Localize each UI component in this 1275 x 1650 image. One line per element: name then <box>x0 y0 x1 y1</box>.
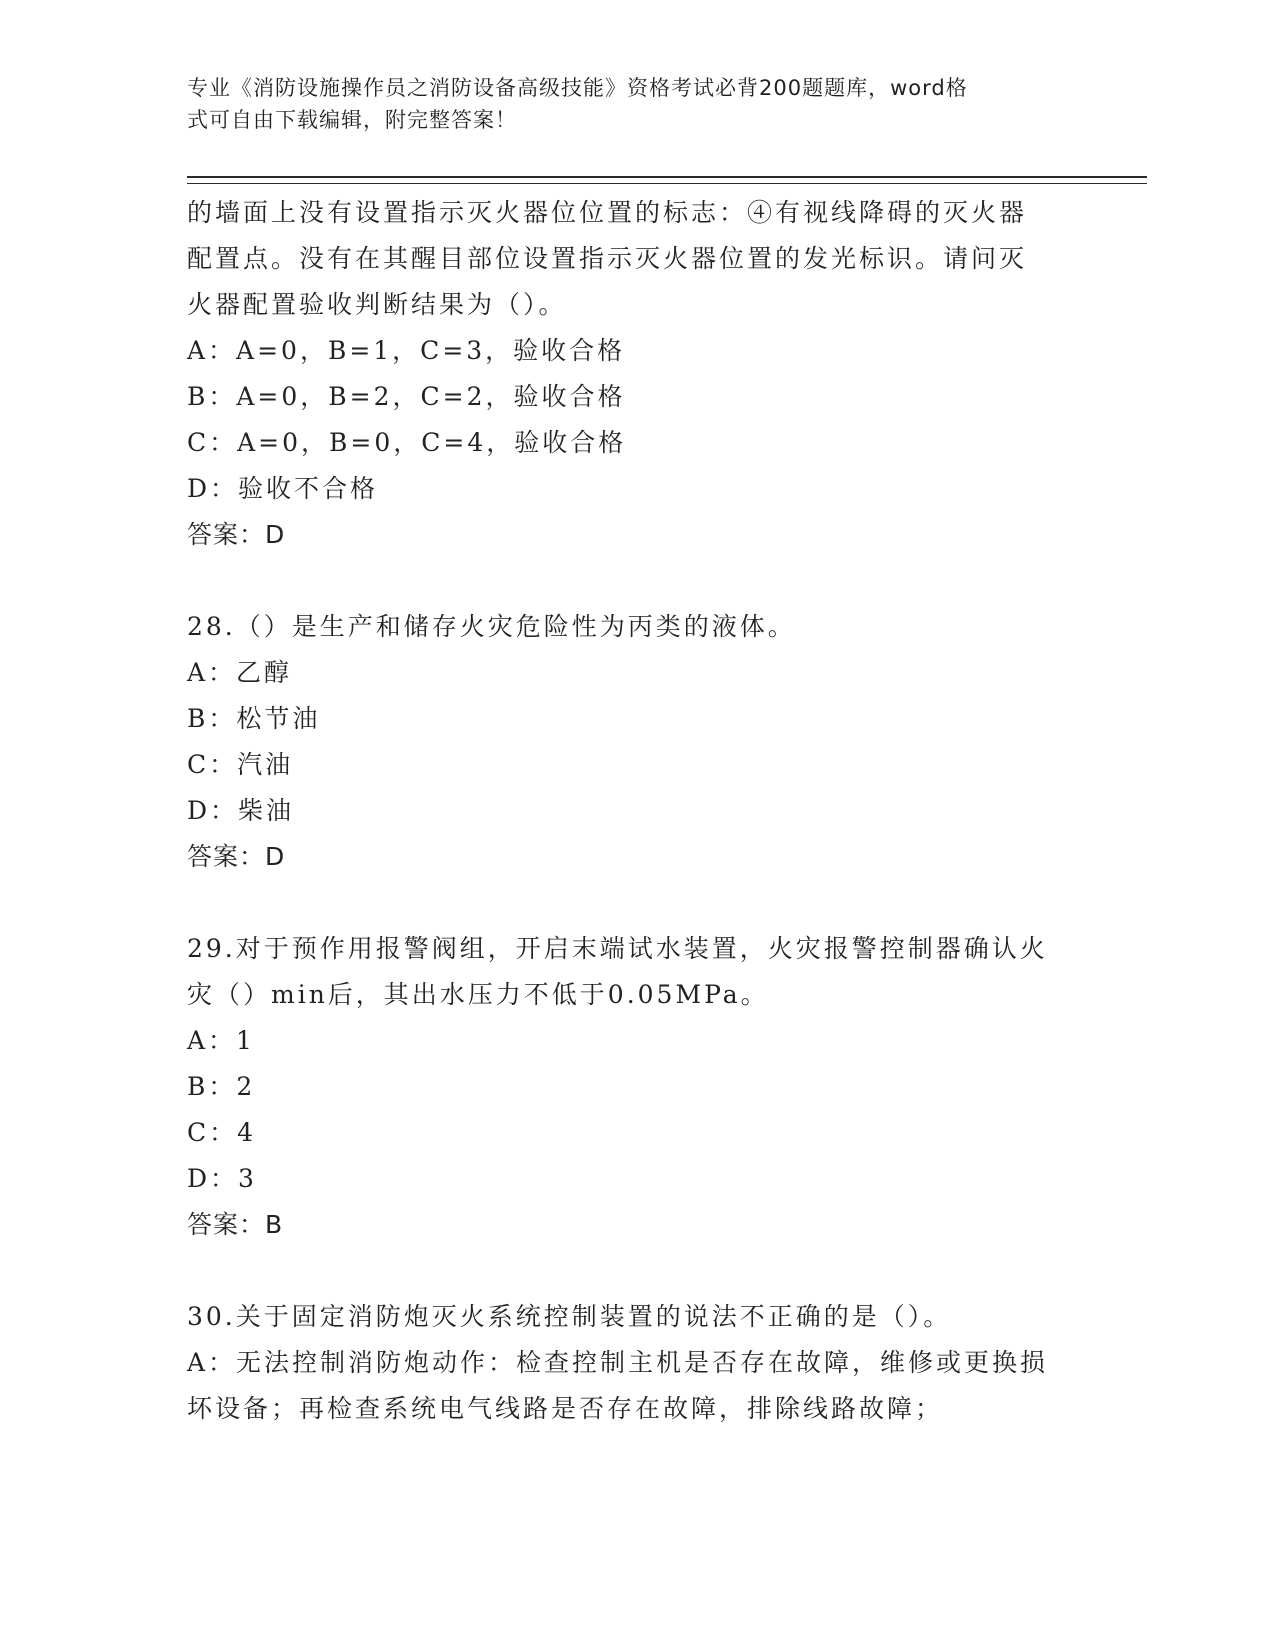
option-d: D：柴油 <box>187 796 295 825</box>
answer-label: 答案：B <box>187 1210 284 1239</box>
header-divider-thick <box>187 176 1147 178</box>
option-a: A：乙醇 <box>187 658 293 687</box>
option-a: A：A=0，B=1，C=3，验收合格 <box>187 336 626 365</box>
question-spacer <box>187 1248 1087 1294</box>
question-stem-line: 灾（）min后，其出水压力不低于0.05MPa。 <box>187 980 769 1009</box>
question-stem-line: 配置点。没有在其醒目部位设置指示灭火器位置的发光标识。请问灭 <box>187 244 1028 273</box>
option-c: C：汽油 <box>187 750 294 779</box>
option-b: B：A=0，B=2，C=2，验收合格 <box>187 382 626 411</box>
header-line-2: 式可自由下载编辑，附完整答案！ <box>187 108 517 132</box>
question-stem-line: 29.对于预作用报警阀组，开启末端试水装置，火灾报警控制器确认火 <box>187 934 1048 963</box>
option-d: D：3 <box>187 1164 257 1193</box>
option-c: C：A=0，B=0，C=4，验收合格 <box>187 428 627 457</box>
question-stem-line: 30.关于固定消防炮灭火系统控制装置的说法不正确的是（）。 <box>187 1302 952 1331</box>
question-27 <box>187 190 1087 558</box>
question-content <box>187 190 1087 1432</box>
question-spacer <box>187 880 1087 926</box>
question-spacer <box>187 558 1087 604</box>
question-stem-line: 的墙面上没有设置指示灭火器位位置的标志：④有视线降碍的灭火器 <box>187 198 1028 227</box>
question-stem-line: 火器配置验收判断结果为（）。 <box>187 290 567 319</box>
option-a: A：无法控制消防炮动作：检查控制主机是否存在故障，维修或更换损 <box>187 1348 1049 1377</box>
question-29 <box>187 926 1087 1248</box>
option-d: D：验收不合格 <box>187 474 379 503</box>
header-line-1: 专业《消防设施操作员之消防设备高级技能》资格考试必背200题题库，word格 <box>187 76 968 100</box>
question-30 <box>187 1294 1087 1432</box>
answer-label: 答案：D <box>187 842 286 871</box>
header-divider-thin <box>187 183 1147 184</box>
question-stem-line: 28.（）是生产和储存火灾危险性为丙类的液体。 <box>187 612 796 641</box>
option-a: A：1 <box>187 1026 255 1055</box>
option-c: C：4 <box>187 1118 257 1147</box>
option-b: B：2 <box>187 1072 256 1101</box>
option-b: B：松节油 <box>187 704 321 733</box>
option-a-continued: 坏设备；再检查系统电气线路是否存在故障，排除线路故障； <box>187 1394 944 1423</box>
document-header <box>187 72 1087 136</box>
answer-label: 答案：D <box>187 520 286 549</box>
question-28 <box>187 604 1087 880</box>
